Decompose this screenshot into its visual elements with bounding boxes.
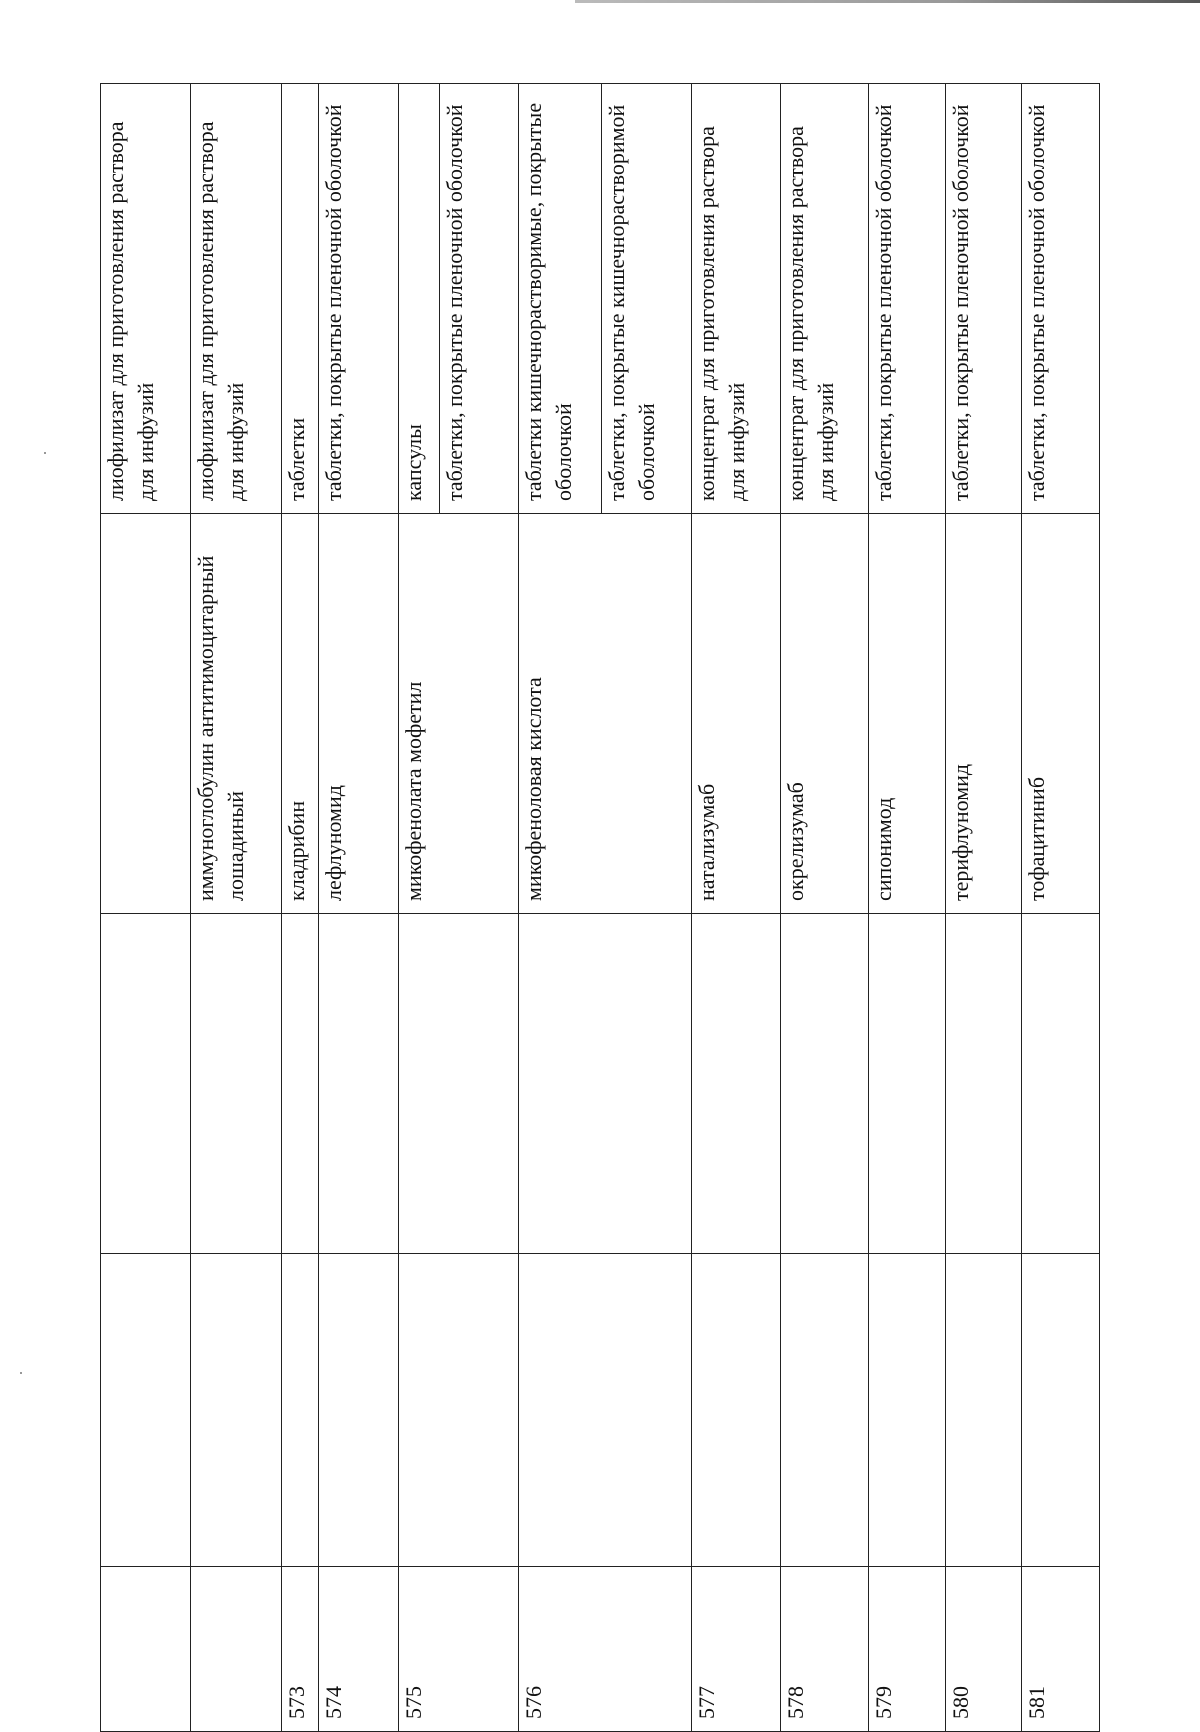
table-row <box>101 84 191 1732</box>
atc-code-cell <box>780 1254 869 1567</box>
inn-cell: терифлуномид <box>946 514 1022 914</box>
atc-code-cell <box>101 1254 191 1567</box>
inn-cell <box>101 514 191 914</box>
atc-code-cell <box>1021 1254 1099 1567</box>
dosage-form-cell: таблетки, покрытые пленочной оболочкой <box>440 84 519 514</box>
row-number-cell: 576 <box>519 1567 692 1732</box>
inn-cell: тофацитиниб <box>1021 514 1099 914</box>
row-number-cell: 578 <box>780 1567 869 1732</box>
dosage-form-cell: капсулы <box>398 84 439 514</box>
dosage-form-cell: лиофилизат для приготовления раствора для инфузий <box>190 84 281 514</box>
rotated-table-wrapper <box>100 84 1100 1732</box>
dosage-form-cell: таблетки, покрытые пленочной оболочкой <box>318 84 398 514</box>
table-row <box>869 84 946 1732</box>
dosage-form-cell: таблетки <box>281 84 318 514</box>
atc-code-cell <box>519 1254 692 1567</box>
group-cell <box>281 914 318 1254</box>
row-number-cell: 581 <box>1021 1567 1099 1732</box>
atc-code-cell <box>281 1254 318 1567</box>
row-number-cell <box>190 1567 281 1732</box>
table-row <box>692 84 781 1732</box>
inn-cell: сипонимод <box>869 514 946 914</box>
dosage-form-cell: лиофилизат для приготовления раствора для инфузий <box>101 84 191 514</box>
row-number-cell <box>101 1567 191 1732</box>
atc-code-cell <box>946 1254 1022 1567</box>
group-cell <box>869 914 946 1254</box>
row-number-cell: 575 <box>398 1567 519 1732</box>
inn-cell: кладрибин <box>281 514 318 914</box>
inn-cell: микофенолата мофетил <box>398 514 519 914</box>
group-cell <box>318 914 398 1254</box>
table-row <box>780 84 869 1732</box>
group-cell <box>398 914 519 1254</box>
group-cell <box>780 914 869 1254</box>
dosage-form-cell: концентрат для приготовления раствора для инфузий <box>780 84 869 514</box>
table-row <box>519 84 602 1732</box>
dosage-form-cell: таблетки, покрытые пленочной оболочкой <box>1021 84 1099 514</box>
row-number-cell: 573 <box>281 1567 318 1732</box>
inn-cell: лефлуномид <box>318 514 398 914</box>
group-cell <box>1021 914 1099 1254</box>
row-number-cell: 577 <box>692 1567 781 1732</box>
inn-cell: микофеноловая кислота <box>519 514 692 914</box>
dosage-form-cell: концентрат для приготовления раствора для инфузий <box>692 84 781 514</box>
dosage-form-cell: таблетки, покрытые кишечнорастворимой оболочкой <box>602 84 692 514</box>
group-cell <box>519 914 692 1254</box>
dosage-form-cell: таблетки, покрытые пленочной оболочкой <box>946 84 1022 514</box>
atc-code-cell <box>190 1254 281 1567</box>
atc-code-cell <box>398 1254 519 1567</box>
atc-code-cell <box>692 1254 781 1567</box>
medicines-table <box>100 83 1100 1732</box>
row-number-cell: 579 <box>869 1567 946 1732</box>
row-number-cell: 574 <box>318 1567 398 1732</box>
table-row <box>1021 84 1099 1732</box>
inn-cell: иммуноглобулин антитимоцитарный лошадиный <box>190 514 281 914</box>
atc-code-cell <box>869 1254 946 1567</box>
table-row <box>190 84 281 1732</box>
inn-cell: окрелизумаб <box>780 514 869 914</box>
dosage-form-cell: таблетки, покрытые пленочной оболочкой <box>869 84 946 514</box>
table-row <box>946 84 1022 1732</box>
row-number-cell: 580 <box>946 1567 1022 1732</box>
inn-cell: натализумаб <box>692 514 781 914</box>
group-cell <box>946 914 1022 1254</box>
group-cell <box>190 914 281 1254</box>
dosage-form-cell: таблетки кишечнорастворимые, покрытые оболочкой <box>519 84 602 514</box>
atc-code-cell <box>318 1254 398 1567</box>
group-cell <box>101 914 191 1254</box>
table-row <box>398 84 439 1732</box>
table-row <box>318 84 398 1732</box>
group-cell <box>692 914 781 1254</box>
table-row <box>281 84 318 1732</box>
